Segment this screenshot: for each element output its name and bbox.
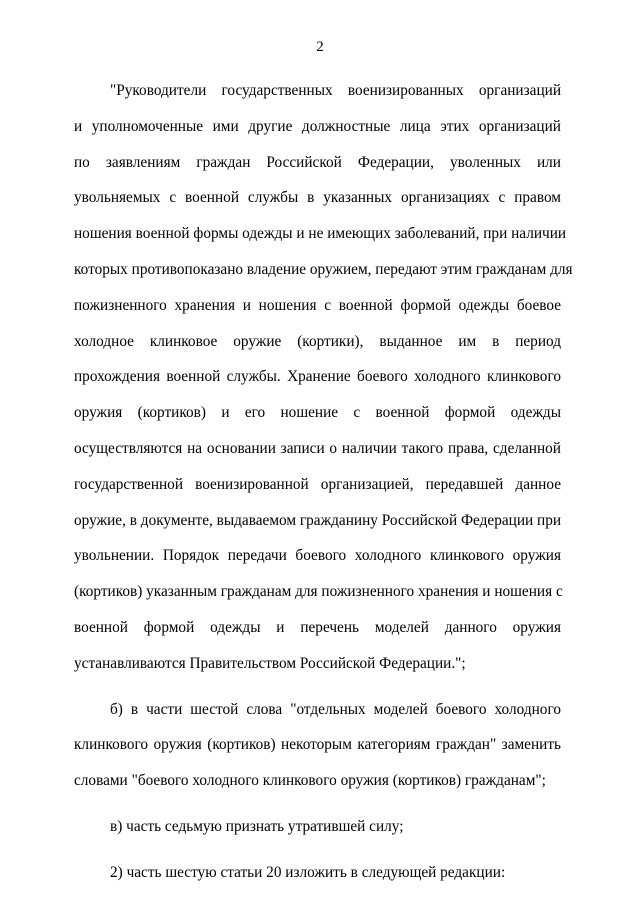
text-line: б) в части шестой слова "отдельных моделей боевого холодного xyxy=(110,700,561,718)
item-2-paragraph xyxy=(74,855,561,891)
text-line: государственной военизированной организацией, передавшей данное xyxy=(74,475,561,493)
text-line: (кортиков) указанным гражданам для пожизненного хранения и ношения с xyxy=(74,583,563,601)
text-line: клинкового оружия (кортиков) некоторым категориям граждан" заменить xyxy=(74,736,561,754)
text-line: и уполномоченные ими другие должностные лица этих организаций xyxy=(74,117,561,135)
document-body xyxy=(74,73,573,891)
text-line: холодное клинковое оружие (кортики), выданное им в период xyxy=(74,332,561,350)
text-line: 2) часть шестую статьи 20 изложить в следующей редакции: xyxy=(110,863,506,881)
text-line: пожизненного хранения и ношения с военной формой одежды боевое xyxy=(74,296,561,314)
text-line: увольняемых с военной службы в указанных организациях с правом xyxy=(74,189,561,207)
text-line: устанавливаются Правительством Российской Федерации."; xyxy=(74,654,466,672)
text-line: в) часть седьмую признать утратившей силу; xyxy=(110,817,404,835)
text-line: словами "боевого холодного клинкового оружия (кортиков) гражданам"; xyxy=(74,772,546,790)
page-number: 2 xyxy=(316,39,324,55)
text-line: которых противопоказано владение оружием, передают этим гражданам для xyxy=(74,260,573,278)
text-line: оружия (кортиков) и его ношение с военной формой одежды xyxy=(74,404,561,422)
quote-paragraph xyxy=(74,73,573,682)
text-line: по заявлениям граждан Российской Федерации, уволенных или xyxy=(74,153,561,171)
text-line: увольнении. Порядок передачи боевого холодного клинкового оружия xyxy=(74,547,561,565)
text-line: прохождения военной службы. Хранение боевого холодного клинкового xyxy=(74,368,561,386)
item-v-paragraph xyxy=(74,809,561,845)
text-line: оружие, в документе, выдаваемом гражданину Российской Федерации при xyxy=(74,511,562,529)
text-line: осуществляются на основании записи о наличии такого права, сделанной xyxy=(74,439,561,457)
text-line: военной формой одежды и перечень моделей данного оружия xyxy=(74,618,561,636)
text-line: "Руководители государственных военизированных организаций xyxy=(110,82,561,99)
text-line: ношения военной формы одежды и не имеющих заболеваний, при наличии xyxy=(74,225,567,243)
item-b-paragraph xyxy=(74,692,561,799)
